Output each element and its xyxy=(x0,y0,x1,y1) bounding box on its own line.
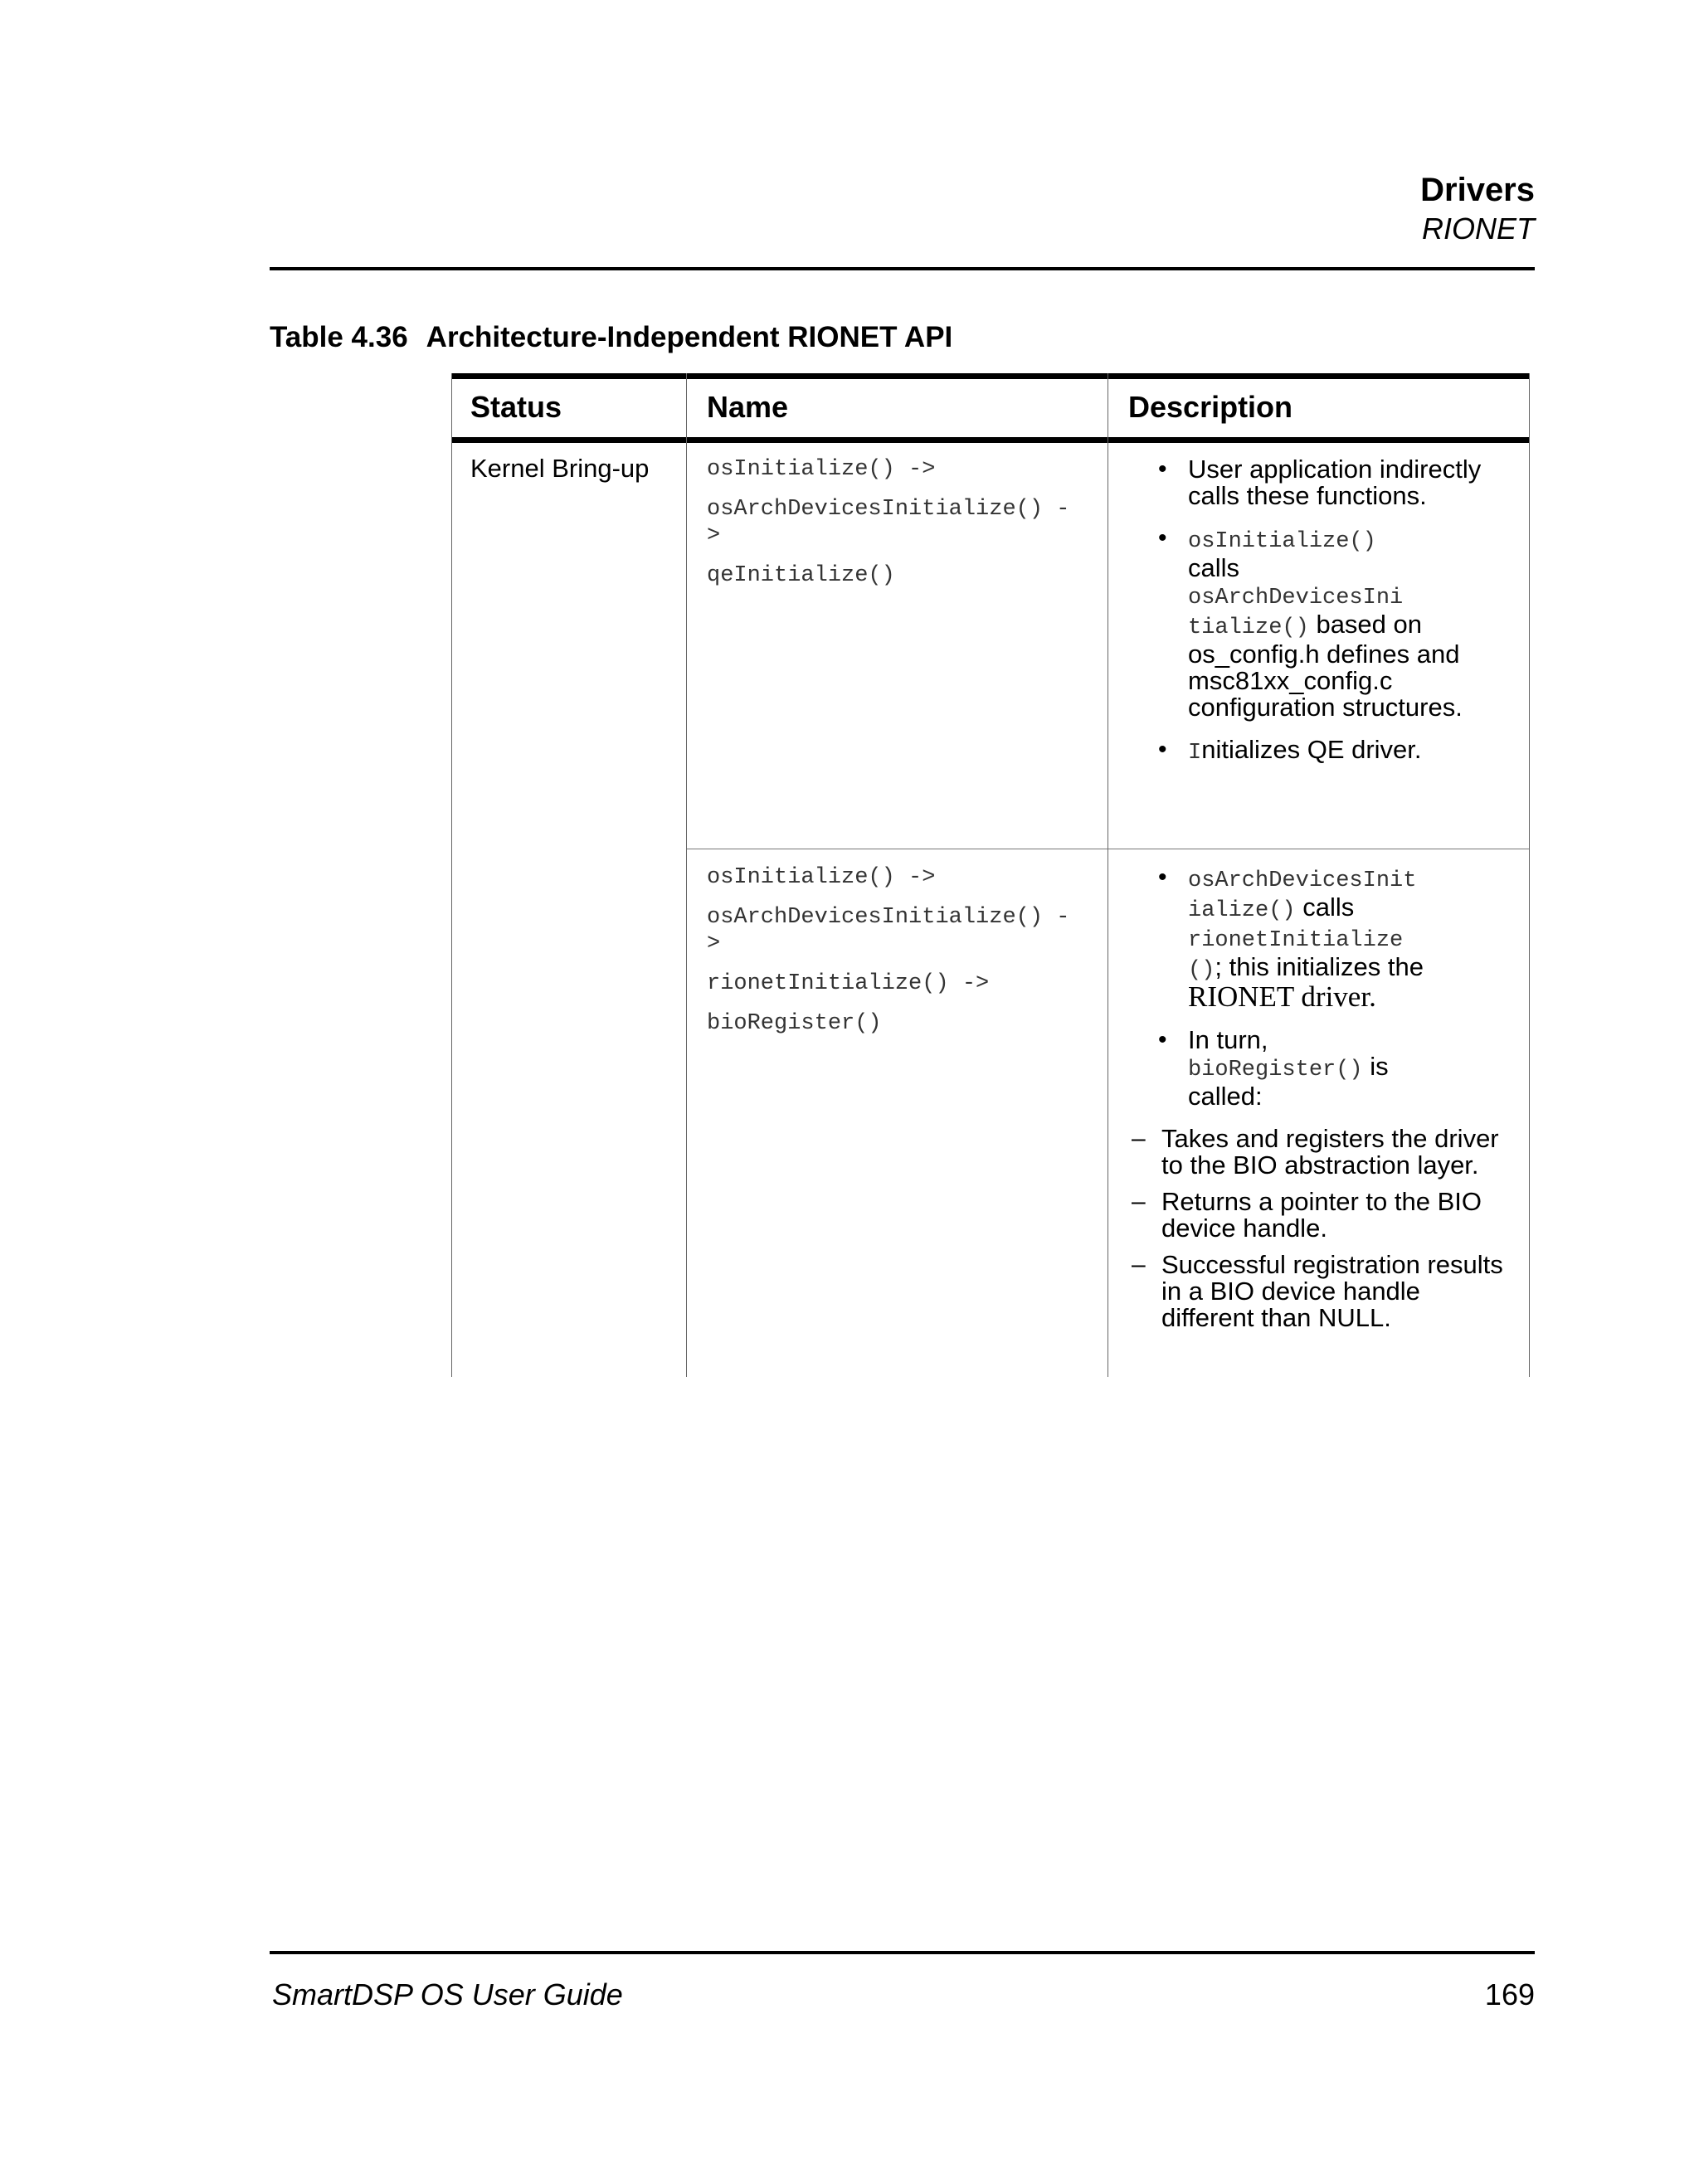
row2-name-line: > xyxy=(707,931,721,956)
column-header-description: Description xyxy=(1128,390,1293,424)
row2-name-line: bioRegister() xyxy=(707,1011,882,1036)
table-title: Architecture-Independent RIONET API xyxy=(426,321,953,353)
header-bottom-rule xyxy=(451,437,1530,443)
footer-rule xyxy=(270,1951,1535,1954)
row2-name-line: osInitialize() -> xyxy=(707,865,936,890)
dash-icon: – xyxy=(1132,1125,1146,1152)
chapter-title: Drivers xyxy=(1420,172,1535,208)
table-top-rule xyxy=(451,373,1530,379)
list-item: – Returns a pointer to the BIO device handle. xyxy=(1132,1187,1482,1243)
table-number: Table 4.36 xyxy=(270,321,408,353)
dash-icon: – xyxy=(1132,1251,1146,1278)
footer-doc-title: SmartDSP OS User Guide xyxy=(272,1977,623,2011)
bullet-icon: • xyxy=(1158,455,1167,483)
list-item: – Successful registration results in a BIO device handle different than NULL. xyxy=(1132,1250,1503,1332)
list-item: • osInitialize() calls osArchDevicesIni tialize() based on os_config.h defines and msc81xx_config.c configuration structures. xyxy=(1158,524,1463,722)
list-item: • Initializes QE driver. xyxy=(1158,735,1422,766)
list-item: • In turn, bioRegister() is called: xyxy=(1158,1025,1389,1111)
section-title: RIONET xyxy=(1421,212,1535,246)
row1-name-line: > xyxy=(707,523,721,548)
column-header-name: Name xyxy=(707,390,789,424)
bullet-icon: • xyxy=(1158,1026,1167,1053)
page-header xyxy=(1420,170,1535,248)
table-caption xyxy=(270,319,952,356)
row2-name-line: osArchDevicesInitialize() - xyxy=(707,905,1070,930)
row2-name-line: rionetInitialize() -> xyxy=(707,971,990,996)
row1-name-line: osInitialize() -> xyxy=(707,457,936,482)
list-item: – Takes and registers the driver to the BIO abstraction layer. xyxy=(1132,1124,1499,1180)
dash-icon: – xyxy=(1132,1188,1146,1215)
bullet-icon: • xyxy=(1158,736,1167,763)
page-number: 169 xyxy=(1484,1977,1535,2011)
row1-name-line: qeInitialize() xyxy=(707,563,895,588)
row1-name-line: osArchDevicesInitialize() - xyxy=(707,497,1070,522)
col-line-1 xyxy=(686,373,687,1377)
bullet-icon: • xyxy=(1158,863,1167,891)
header-rule xyxy=(270,267,1535,270)
col-line-3 xyxy=(1529,373,1530,1377)
list-item: • osArchDevicesInit ialize() calls rionetInitialize (); this initializes the RIONET driver. xyxy=(1158,863,1424,1013)
row2-description xyxy=(1132,863,1516,1341)
status-cell: Kernel Bring-up xyxy=(470,454,650,483)
bullet-icon: • xyxy=(1158,524,1167,552)
col-line-0 xyxy=(451,373,452,1377)
list-item: • User application indirectly calls these functions. xyxy=(1158,455,1482,510)
row1-description xyxy=(1151,456,1516,782)
column-header-status: Status xyxy=(470,390,562,424)
